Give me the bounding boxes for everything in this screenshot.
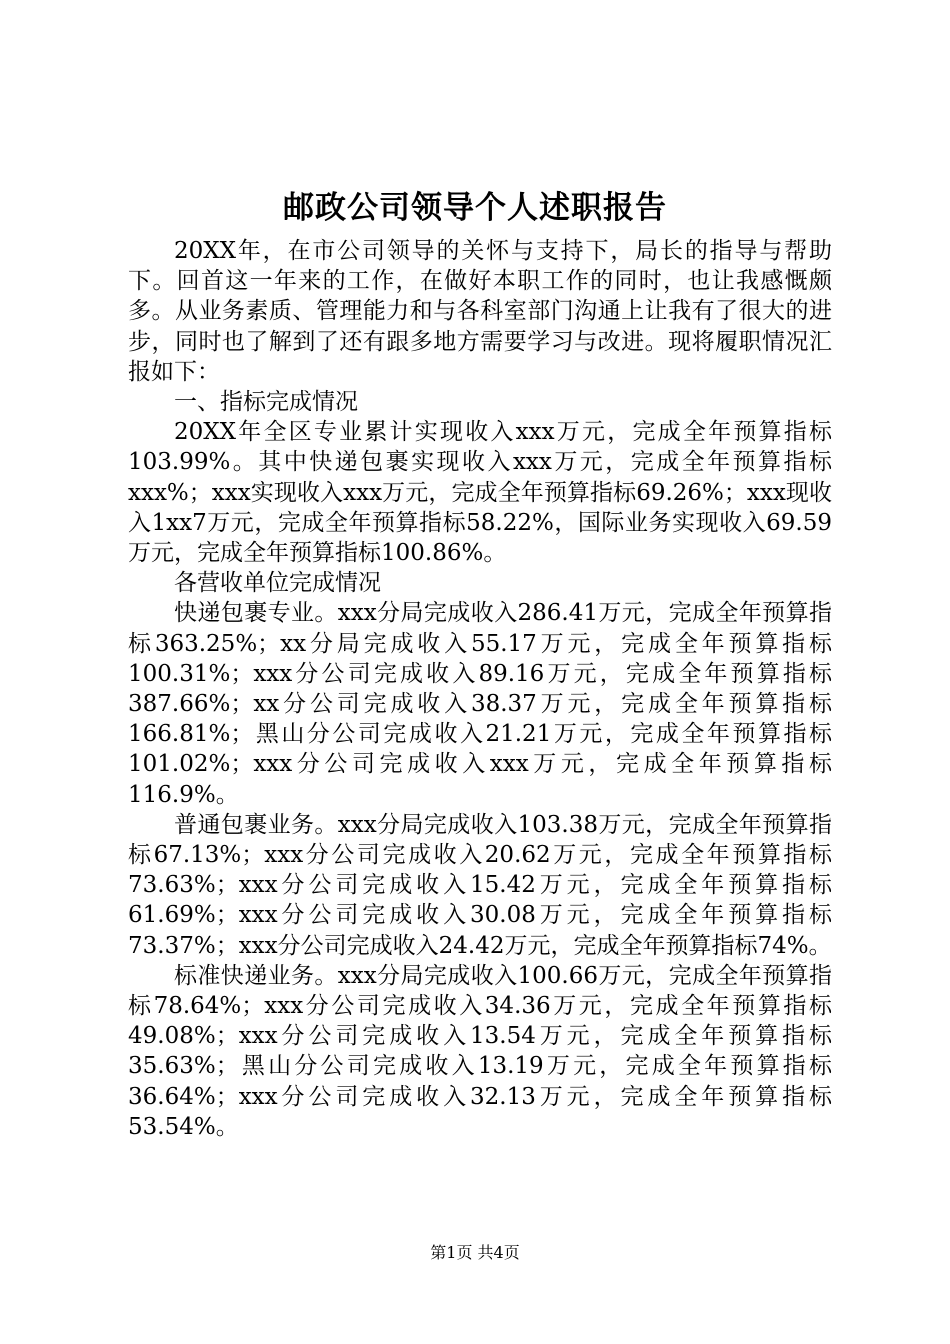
section-heading-units: 各营收单位完成情况 bbox=[174, 570, 381, 597]
express-parcel-paragraph: 快递包裹专业。xxx分局完成收入286.41万元，完成全年预算指标363.25%；xx分局完成收入55.17万元，完成全年预算指标100.31%；xxx分公司完成收入89.16万元，完成全年预算指标387.66%；xx分公司完成收入38.37万元，完成全年预算指标166.81%；黑山分公司完成收入21.21万元，完成全年预算指标101.02%；xxx分公司完成收入xxx万元，完成全年预算指标116.9%。 bbox=[128, 600, 832, 808]
section-heading-indicators: 一、指标完成情况 bbox=[174, 389, 358, 416]
ordinary-parcel-paragraph: 普通包裹业务。xxx分局完成收入103.38万元，完成全年预算指标67.13%；xxx分公司完成收入20.62万元，完成全年预算指标73.63%；xxx分公司完成收入15.42万元，完成全年预算指标61.69%；xxx分公司完成收入30.08万元，完成全年预算指标73.37%；xxx分公司完成收入24.42万元，完成全年预算指标74%。 bbox=[128, 811, 832, 959]
indicators-paragraph: 20XX年全区专业累计实现收入xxx万元，完成全年预算指标103.99%。其中快递包裹实现收入xxx万元，完成全年预算指标xxx%；xxx实现收入xxx万元，完成全年预算指标69.26%；xxx现收入1xx7万元，完成全年预算指标58.22%，国际业务实现收入69.59万元，完成全年预算指标100.86%。 bbox=[128, 419, 832, 567]
page-footer: 第1页 共4页 bbox=[430, 1243, 520, 1262]
standard-express-paragraph: 标准快递业务。xxx分局完成收入100.66万元，完成全年预算指标78.64%；xxx分公司完成收入34.36万元，完成全年预算指标49.08%；xxx分公司完成收入13.54万元，完成全年预算指标35.63%；黑山分公司完成收入13.19万元，完成全年预算指标36.64%；xxx分公司完成收入32.13万元，完成全年预算指标53.54%。 bbox=[128, 962, 832, 1140]
document-title: 邮政公司领导个人述职报告 bbox=[283, 190, 667, 226]
document-body bbox=[128, 236, 832, 1142]
intro-paragraph: 20XX年，在市公司领导的关怀与支持下，局长的指导与帮助下。回首这一年来的工作，在做好本职工作的同时，也让我感慨颇多。从业务素质、管理能力和与各科室部门沟通上让我有了很大的进步，同时也了解到了还有跟多地方需要学习与改进。现将履职情况汇报如下： bbox=[128, 238, 832, 385]
